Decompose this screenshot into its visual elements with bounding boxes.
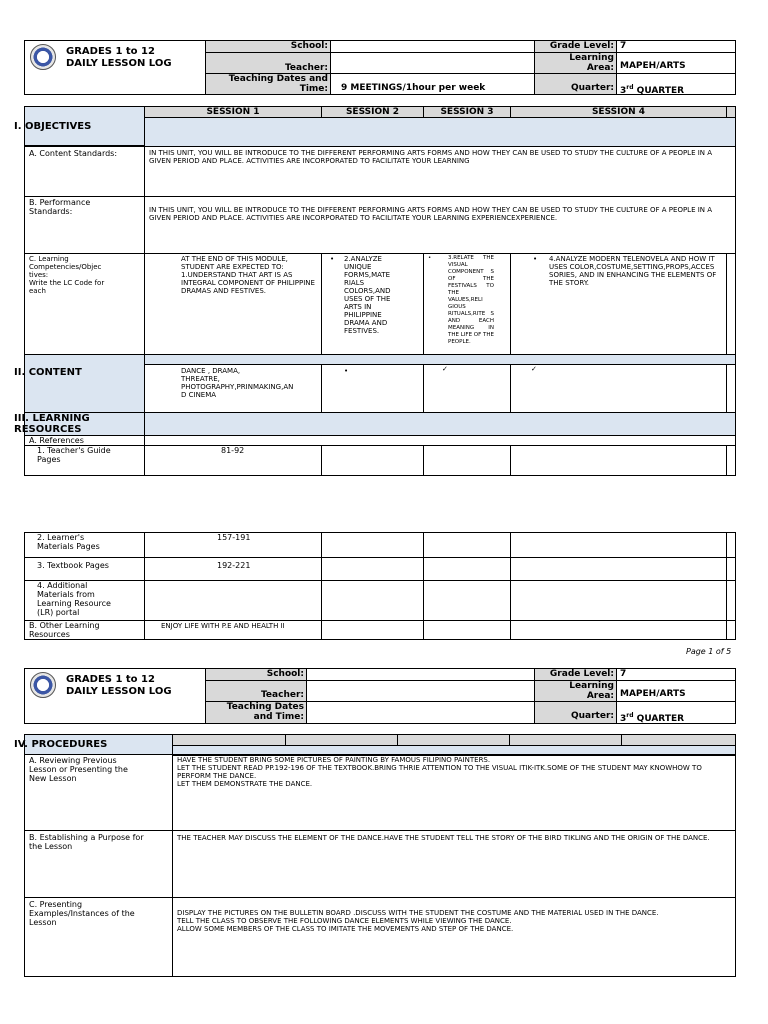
other-resources-s4 — [510, 620, 727, 640]
quarter-value: 3rd QUARTER — [616, 73, 736, 95]
presenting-examples-text: DISPLAY THE PICTURES ON THE BULLETIN BOARD .DISCUSS WITH THE STUDENT THE COSTUME AND THE MATERIAL USED IN THE DANCE. TELL THE CLASS TO OBSERVE THE FOLLOWING DANCE ELEMENTS WHILE VIEWING THE DANCE. ALLOW SOME MEMBERS OF THE CLASS TO IMITATE THE MOVEMENTS AND STEP OF THE DANCE. — [172, 897, 736, 977]
competencies-s3-text: 3.RELATE THE VISUAL COMPONENT S OF THE FESTIVALS TO THE VALUES,RELI GIOUS RITUALS,RITE S AND EACH MEANING IN THE LIFE OF THE PEOPLE. — [448, 255, 495, 345]
learners-materials-s3 — [423, 532, 511, 558]
learners-materials-s2 — [321, 532, 424, 558]
content-extra — [726, 364, 736, 413]
competencies-session-1 — [144, 253, 322, 355]
competencies-s1-text: AT THE END OF THIS MODULE, STUDENT ARE EXPECTED TO: 1.UNDERSTAND THAT ART IS AS INTEGRAL COMPONENT OF PHILIPPINE DRAMAS AND FESTIVES. — [181, 255, 315, 295]
competencies-extra — [726, 253, 736, 355]
competencies-s2-text: 2.ANALYZE UNIQUE FORMS,MATE RIALS COLORS,AND USES OF THE ARTS IN PHILIPPINE DRAMA AND FESTIVES. — [344, 255, 391, 335]
quarter-label: Quarter: — [534, 73, 617, 95]
teaching-dates-field-2 — [306, 701, 535, 724]
school-label: School: — [205, 40, 331, 53]
objectives-band — [144, 117, 736, 147]
header-title-1: GRADES 1 to 12 — [66, 46, 155, 57]
textbook-pages-label: 3. Textbook Pages — [24, 557, 145, 581]
header-title-2: DAILY LESSON LOG — [66, 58, 172, 69]
textbook-pages-s1-text: 192-221 — [217, 561, 251, 570]
teachers-guide-s1-text: 81-92 — [221, 446, 245, 455]
content-heading: II. CONTENT — [14, 367, 82, 378]
teaching-dates-value: 9 MEETINGS/1hour per week — [330, 73, 535, 95]
page-number: Page 1 of 5 — [686, 647, 732, 656]
other-resources-extra — [726, 620, 736, 640]
teachers-guide-s3 — [423, 445, 511, 476]
textbook-pages-s2 — [321, 557, 424, 581]
session-3-header: SESSION 3 — [423, 106, 511, 118]
establishing-purpose-label: B. Establishing a Purpose for the Lesson — [24, 830, 173, 898]
quarter-value-2: 3rd QUARTER — [616, 701, 736, 724]
additional-materials-s2 — [321, 580, 424, 621]
learners-materials-extra — [726, 532, 736, 558]
textbook-pages-extra — [726, 557, 736, 581]
content-session-4: ✓ — [510, 364, 727, 413]
teacher-label-2: Teacher: — [205, 680, 307, 702]
performance-standards-label: B. Performance Standards: — [24, 196, 145, 254]
deped-seal-icon — [30, 44, 56, 70]
additional-materials-s3 — [423, 580, 511, 621]
textbook-pages-s1 — [144, 557, 322, 581]
teachers-guide-s4 — [510, 445, 727, 476]
references-label: A. References — [24, 435, 145, 446]
other-resources-s3 — [423, 620, 511, 640]
session-4-header: SESSION 4 — [510, 106, 727, 118]
learners-materials-s1 — [144, 532, 322, 558]
teacher-field — [330, 52, 535, 74]
additional-materials-label: 4. Additional Materials from Learning Resource (LR) portal — [24, 580, 145, 621]
grade-level-value-2: 7 — [616, 668, 736, 681]
content-standards-label: A. Content Standards: — [24, 146, 145, 197]
establishing-purpose-text: THE TEACHER MAY DISCUSS THE ELEMENT OF THE DANCE.HAVE THE STUDENT TELL THE STORY OF THE BIRD TIKLING AND THE ORIGIN OF THE DANCE. — [172, 830, 736, 898]
reviewing-lesson-label: A. Reviewing Previous Lesson or Presenting the New Lesson — [24, 754, 173, 831]
textbook-pages-s3 — [423, 557, 511, 581]
grade-level-label: Grade Level: — [534, 40, 617, 53]
header2-title-1: GRADES 1 to 12 — [66, 674, 155, 685]
objectives-heading: I. OBJECTIVES — [14, 121, 92, 132]
resources-heading: III. LEARNING RESOURCES — [14, 413, 90, 435]
teachers-guide-s1 — [144, 445, 322, 476]
other-resources-s2 — [321, 620, 424, 640]
learning-area-label: Learning Area: — [534, 52, 617, 74]
content-session-2: • — [321, 364, 424, 413]
competencies-session-2: • 2.ANALYZE UNIQUE FORMS,MATE RIALS COLORS,AND USES OF THE ARTS IN PHILIPPINE DRAMA AND FESTIVES. — [321, 253, 424, 355]
competencies-session-4: • 4.ANALYZE MODERN TELENOVELA AND HOW IT USES COLOR,COSTUME,SETTING,PROPS,ACCES SORIES, AND IN ENHANCING THE ELEMENTS OF THE STORY. — [510, 253, 727, 355]
content-standards-text: IN THIS UNIT, YOU WILL BE INTRODUCE TO THE DIFFERENT PERFORMING ARTS FORMS AND HOW THEY CAN BE USED TO STUDY THE CULTURE OF A PEOPLE IN A GIVEN PERIOD AND PLACE. ACTIVITIES ARE INCORPORATED TO FACILITATE YOUR LEARNING — [144, 146, 736, 197]
textbook-pages-s4 — [510, 557, 727, 581]
school-label-2: School: — [205, 668, 307, 681]
session-1-header: SESSION 1 — [144, 106, 322, 118]
teacher-label: Teacher: — [205, 52, 331, 74]
content-session-1: DANCE , DRAMA, THREATRE, PHOTOGRAPHY,PRINMAKING,AN D CINEMA — [144, 364, 322, 413]
competencies-s4-text: 4.ANALYZE MODERN TELENOVELA AND HOW IT USES COLOR,COSTUME,SETTING,PROPS,ACCES SORIES, AND IN ENHANCING THE ELEMENTS OF THE STORY. — [549, 255, 717, 287]
other-resources-s1 — [144, 620, 322, 640]
teachers-guide-extra — [726, 445, 736, 476]
learners-materials-s1-text: 157-191 — [217, 533, 251, 542]
additional-materials-s4 — [510, 580, 727, 621]
teaching-dates-label: Teaching Dates and Time: — [205, 73, 331, 95]
deped-seal-icon-2 — [30, 672, 56, 698]
performance-standards-text: IN THIS UNIT, YOU WILL BE INTRODUCE TO THE DIFFERENT PERFORMING ARTS FORMS AND HOW THEY CAN BE USED TO STUDY THE CULTURE OF A PEOPLE IN A GIVEN PERIOD AND PLACE. ACTIVITIES ARE INCORPORATED TO FACILITATE YOUR LEARNING EXPERIENCEXPERIENCE. — [144, 196, 736, 254]
learning-area-value: MAPEH/ARTS — [616, 52, 736, 74]
learning-area-label-2: Learning Area: — [534, 680, 617, 702]
content-session-3: ✓ — [423, 364, 511, 413]
additional-materials-s1 — [144, 580, 322, 621]
procedures-heading: IV. PROCEDURES — [14, 739, 108, 750]
content-heading-cell — [24, 354, 145, 413]
grade-level-value: 7 — [616, 40, 736, 53]
presenting-examples-label: C. Presenting Examples/Instances of the Lesson — [24, 897, 173, 977]
learners-materials-label: 2. Learner's Materials Pages — [24, 532, 145, 558]
learners-materials-s4 — [510, 532, 727, 558]
header2-title-2: DAILY LESSON LOG — [66, 686, 172, 697]
quarter-label-2: Quarter: — [534, 701, 617, 724]
session-2-header: SESSION 2 — [321, 106, 424, 118]
other-resources-label: B. Other Learning Resources — [24, 620, 145, 640]
grade-level-label-2: Grade Level: — [534, 668, 617, 681]
teachers-guide-s2 — [321, 445, 424, 476]
reviewing-lesson-text: HAVE THE STUDENT BRING SOME PICTURES OF PAINTING BY FAMOUS FILIPINO PAINTERS. LET THE STUDENT READ PP.192-196 OF THE TEXTBOOK.BRING THRIE ATTENTION TO THE VISUAL ITIK-ITK.SOME OF THE STUDENT MAY KNOWHOW TO PERFORM THE DANCE. LET THEM DEMONSTRATE THE DANCE. — [172, 754, 736, 831]
competencies-session-3: • 3.RELATE THE VISUAL COMPONENT S OF THE FESTIVALS TO THE VALUES,RELI GIOUS RITUALS,RITE S AND EACH MEANING IN THE LIFE OF THE PEOPLE. — [423, 253, 511, 355]
other-resources-s1-text: ENJOY LIFE WITH P.E AND HEALTH II — [161, 622, 285, 630]
teachers-guide-label: 1. Teacher's Guide Pages — [24, 445, 145, 476]
competencies-label: C. Learning Competencies/Objec tives: Write the LC Code for each — [24, 253, 145, 355]
resources-band — [144, 412, 736, 436]
learning-area-value-2: MAPEH/ARTS — [616, 680, 736, 702]
teacher-field-2 — [306, 680, 535, 702]
additional-materials-extra — [726, 580, 736, 621]
teaching-dates-label-2: Teaching Dates and Time: — [205, 701, 307, 724]
